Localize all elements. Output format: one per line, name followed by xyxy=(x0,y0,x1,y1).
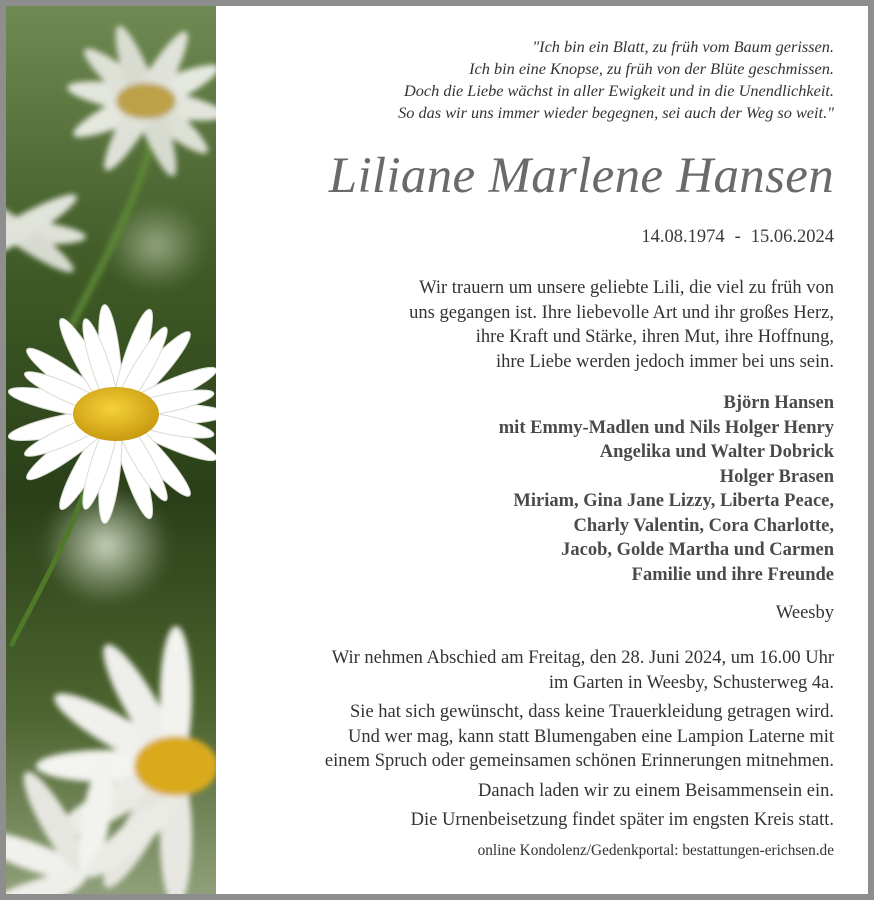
mourning-line: Wir trauern um unsere geliebte Lili, die viel zu früh von xyxy=(419,278,834,298)
farewell-line: Die Urnenbeisetzung findet später im engsten Kreis statt. xyxy=(410,810,834,830)
mourner-line: Angelika und Walter Dobrick xyxy=(599,442,834,462)
place-name: Weesby xyxy=(775,603,834,623)
death-date: 15.06.2024 xyxy=(750,227,834,247)
mourning-line: ihre Kraft und Stärke, ihren Mut, ihre Hoffnung, xyxy=(475,327,834,347)
birth-date: 14.08.1974 xyxy=(641,227,725,247)
farewell-info xyxy=(216,646,834,833)
mourning-line: ihre Liebe werden jedoch immer bei uns sein. xyxy=(495,351,834,372)
mourning-line: uns gegangen ist. Ihre liebevolle Art und ihr großes Herz, xyxy=(409,302,834,323)
farewell-line: Und wer mag, kann statt Blumengaben eine Lampion Laterne mit xyxy=(348,726,834,747)
mourner-line: Charly Valentin, Cora Charlotte, xyxy=(573,515,834,536)
mourner-line: mit Emmy-Madlen und Nils Holger Henry xyxy=(498,417,834,438)
deceased-name: Liliane Marlene Hansen xyxy=(328,148,834,204)
farewell-line: Danach laden wir zu einem Beisammensein ein. xyxy=(478,780,834,801)
mourner-line: Jacob, Golde Martha und Carmen xyxy=(561,540,834,560)
mourner-line: Björn Hansen xyxy=(723,393,834,413)
quote-line: "Ich bin ein Blatt, zu früh vom Baum gerissen. xyxy=(532,37,834,56)
daisy-photo xyxy=(6,6,216,894)
farewell-line: Wir nehmen Abschied am Freitag, den 28. Juni 2024, um 16.00 Uhr xyxy=(331,648,834,668)
quote-line: Doch die Liebe wächst in aller Ewigkeit und in die Unendlichkeit. xyxy=(403,81,834,100)
mourning-text xyxy=(234,276,834,374)
poem-quote xyxy=(234,36,834,124)
mourner-line: Miriam, Gina Jane Lizzy, Liberta Peace, xyxy=(513,491,834,511)
farewell-line: einem Spruch oder gemeinsamen schönen Erinnerungen mitnehmen. xyxy=(324,751,834,771)
online-condolence-link[interactable]: online Kondolenz/Gedenkportal: bestattungen-erichsen.de xyxy=(477,842,834,859)
quote-line: Ich bin eine Knopse, zu früh von der Blüte geschmissen. xyxy=(469,59,834,78)
life-dates xyxy=(641,227,834,248)
farewell-line: im Garten in Weesby, Schusterweg 4a. xyxy=(548,672,834,693)
quote-line: So das wir uns immer wieder begegnen, sei auch der Weg so weit." xyxy=(398,103,834,122)
farewell-line: Sie hat sich gewünscht, dass keine Trauerkleidung getragen wird. xyxy=(350,702,834,722)
mourner-line: Familie und ihre Freunde xyxy=(631,564,834,585)
mourners-list xyxy=(234,391,834,587)
obituary-content xyxy=(216,6,834,894)
mourner-line: Holger Brasen xyxy=(719,466,834,487)
date-separator: - xyxy=(734,227,741,247)
